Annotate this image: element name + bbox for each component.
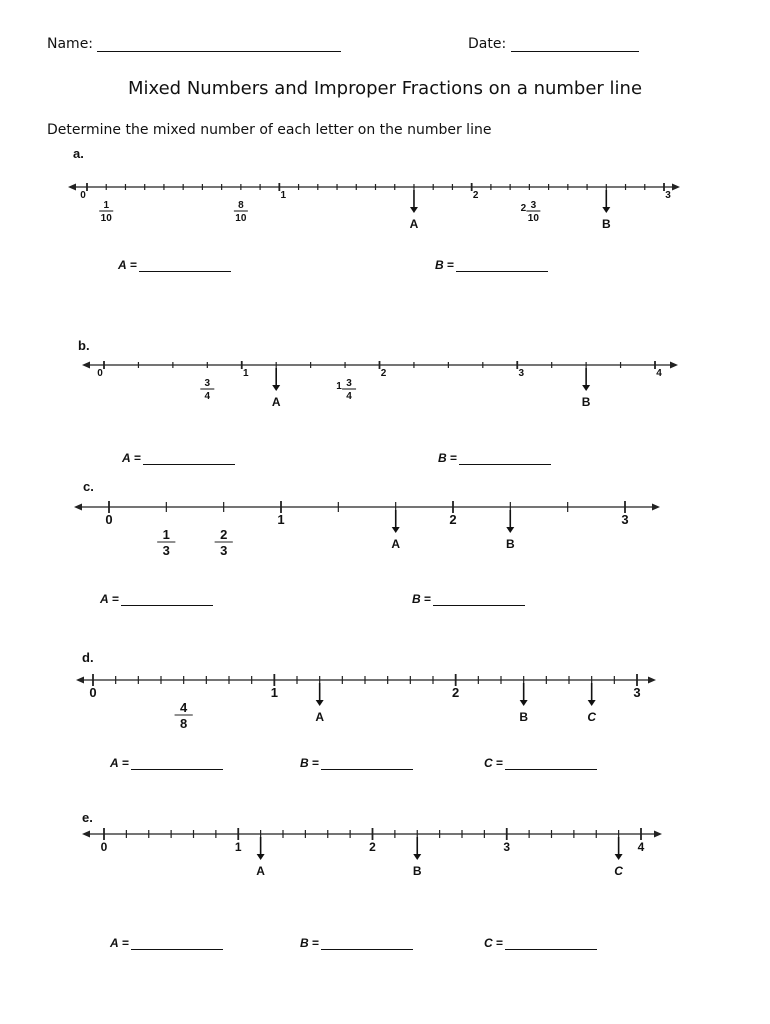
answer-c-A[interactable]: A = <box>100 592 213 606</box>
answer-e-B[interactable]: B = <box>300 936 413 950</box>
fraction-numerator: 2 <box>220 527 228 542</box>
problem-label: b. <box>78 338 90 353</box>
tick-label-1: 1 <box>242 368 249 379</box>
tick-label-3: 3 <box>665 190 671 201</box>
arrowhead-left <box>68 184 76 191</box>
fraction-numerator: 1 <box>103 200 110 211</box>
tick-label-4: 4 <box>656 368 662 379</box>
tick-label-1: 1 <box>234 840 242 854</box>
pointer-arrowhead-C <box>615 854 623 860</box>
fraction-numerator: 3 <box>346 378 352 389</box>
tick-label-2: 2 <box>449 512 457 527</box>
answer-d-C[interactable]: C = <box>484 756 597 770</box>
worksheet-title: Mixed Numbers and Improper Fractions on a number line <box>127 78 643 99</box>
pointer-letter-A: A <box>391 537 401 551</box>
answer-b-A[interactable]: A = <box>122 451 235 465</box>
fraction-denominator: 4 <box>346 391 352 402</box>
tick-label-4: 4 <box>637 840 645 854</box>
tick-label-3: 3 <box>633 685 641 700</box>
problem-label: e. <box>82 810 93 825</box>
fraction-denominator: 3 <box>220 543 228 558</box>
pointer-letter-A: A <box>271 395 281 409</box>
problem-label: c. <box>83 479 94 494</box>
fraction-numerator: 3 <box>530 200 537 211</box>
tick-label-0: 0 <box>97 368 103 379</box>
fraction-numerator: 1 <box>162 527 170 542</box>
fraction-numerator: 3 <box>204 378 211 389</box>
problem-label: d. <box>82 650 94 665</box>
tick-label-0: 0 <box>100 840 108 854</box>
arrowhead-right <box>670 362 678 369</box>
answer-a-A[interactable]: A = <box>118 258 231 272</box>
tick-label-1: 1 <box>270 685 278 700</box>
tick-label-0: 0 <box>80 190 86 201</box>
arrowhead-left <box>74 504 82 511</box>
pointer-arrowhead-B <box>413 854 421 860</box>
tick-label-0: 0 <box>105 512 113 527</box>
pointer-arrowhead-B <box>520 700 528 706</box>
answer-c-B[interactable]: B = <box>412 592 525 606</box>
problem-label: a. <box>73 146 84 161</box>
pointer-letter-C: C <box>614 864 623 878</box>
answer-e-C[interactable]: C = <box>484 936 597 950</box>
fraction-denominator: 10 <box>100 213 112 224</box>
answer-e-A[interactable]: A = <box>110 936 223 950</box>
pointer-arrowhead-A <box>392 527 400 533</box>
pointer-arrowhead-B <box>582 385 590 391</box>
pointer-letter-B: B <box>519 710 529 724</box>
pointer-arrowhead-C <box>588 700 596 706</box>
tick-label-1: 1 <box>277 512 285 527</box>
answer-b-B[interactable]: B = <box>438 451 551 465</box>
pointer-arrowhead-A <box>272 385 280 391</box>
pointer-arrowhead-A <box>316 700 324 706</box>
pointer-letter-B: B <box>412 864 422 878</box>
arrowhead-right <box>654 831 662 838</box>
arrowhead-left <box>82 831 90 838</box>
fraction-denominator: 4 <box>204 391 211 402</box>
pointer-arrowhead-A <box>410 207 418 213</box>
pointer-arrowhead-B <box>506 527 514 533</box>
fraction-numerator: 8 <box>238 200 244 211</box>
tick-label-2: 2 <box>472 190 479 201</box>
pointer-letter-A: A <box>315 710 325 724</box>
fraction-whole: 1 <box>336 381 342 392</box>
answer-a-B[interactable]: B = <box>435 258 548 272</box>
tick-label-3: 3 <box>518 368 525 379</box>
fraction-denominator: 10 <box>527 213 539 224</box>
tick-label-3: 3 <box>503 840 511 854</box>
instructions: Determine the mixed number of each letter on the number line <box>47 122 492 138</box>
fraction-denominator: 8 <box>180 716 188 731</box>
pointer-letter-A: A <box>409 217 419 231</box>
date-label: Date: <box>468 36 507 52</box>
fraction-numerator: 4 <box>180 700 188 715</box>
answer-d-B[interactable]: B = <box>300 756 413 770</box>
tick-label-2: 2 <box>380 368 387 379</box>
tick-label-2: 2 <box>452 685 460 700</box>
arrowhead-left <box>76 677 84 684</box>
pointer-letter-C: C <box>587 710 597 724</box>
name-label: Name: <box>47 36 94 52</box>
answer-d-A[interactable]: A = <box>110 756 223 770</box>
tick-label-1: 1 <box>280 190 287 201</box>
pointer-letter-B: B <box>581 395 591 409</box>
fraction-denominator: 3 <box>162 543 170 558</box>
pointer-letter-B: B <box>601 217 611 231</box>
arrowhead-right <box>652 504 660 511</box>
pointer-arrowhead-B <box>602 207 610 213</box>
arrowhead-right <box>648 677 656 684</box>
pointer-letter-B: B <box>505 537 515 551</box>
arrowhead-left <box>82 362 90 369</box>
pointer-letter-A: A <box>256 864 265 878</box>
fraction-whole: 2 <box>520 203 527 214</box>
fraction-denominator: 10 <box>235 213 247 224</box>
pointer-arrowhead-A <box>257 854 265 860</box>
tick-label-3: 3 <box>621 512 629 527</box>
tick-label-0: 0 <box>89 685 97 700</box>
arrowhead-right <box>672 184 680 191</box>
tick-label-2: 2 <box>369 840 376 854</box>
